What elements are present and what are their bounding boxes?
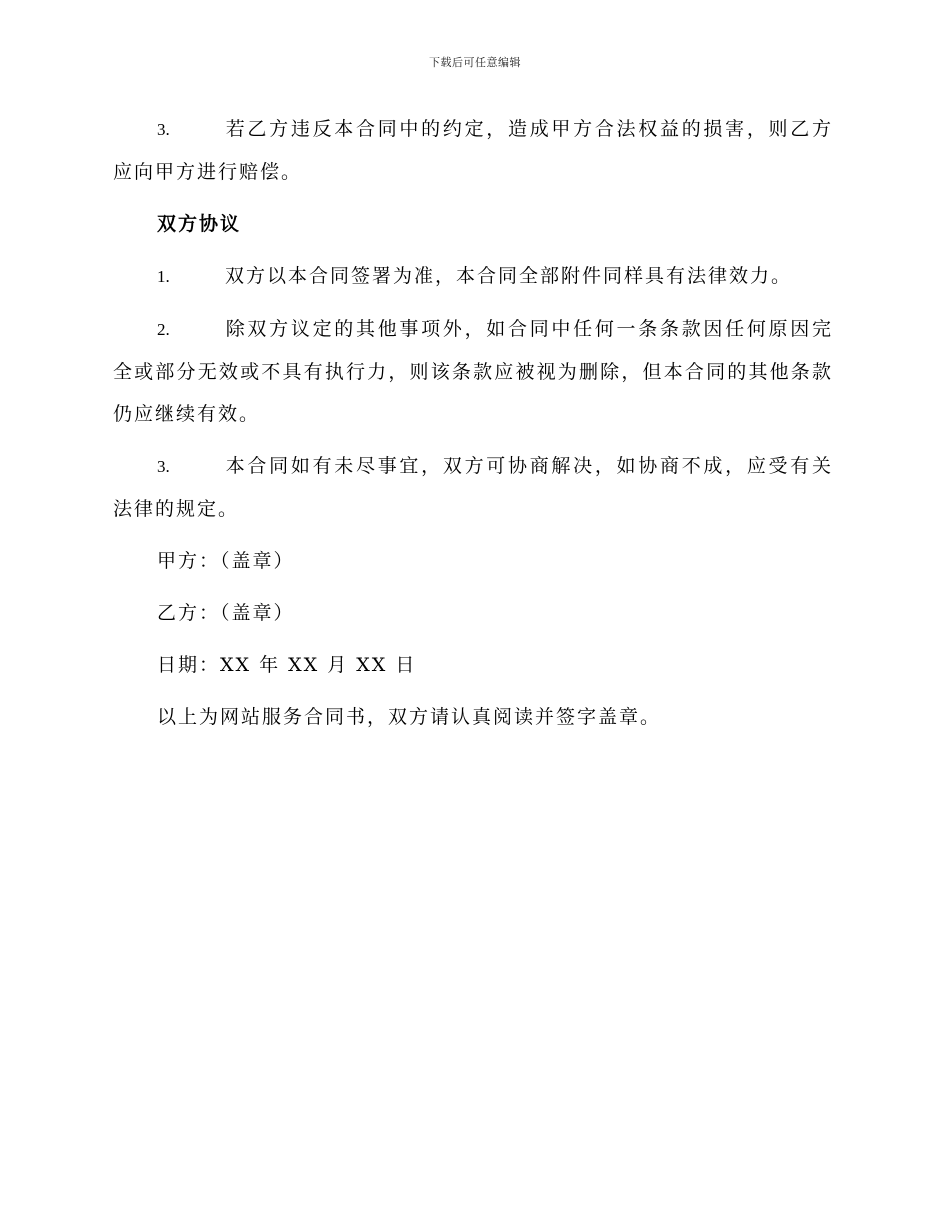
signing-date: 日期：XX 年 XX 月 XX 日 bbox=[157, 654, 417, 676]
agreement-clause-1 bbox=[113, 255, 833, 298]
clause-number: 3. bbox=[157, 120, 170, 139]
clause-text: 除双方议定的其他事项外，如合同中任何一条条款因任何原因完全或部分无效或不具有执行力，则该条款应被视为删除，但本合同的其他条款仍应继续有效。 bbox=[113, 318, 833, 425]
clause-number: 3. bbox=[157, 457, 170, 476]
clause-text: 双方以本合同签署为准，本合同全部附件同样具有法律效力。 bbox=[225, 265, 793, 287]
agreement-clause-3 bbox=[113, 445, 833, 530]
agreement-clause-2 bbox=[113, 308, 833, 435]
document-body bbox=[113, 108, 833, 748]
header-note: 下载后可任意编辑 bbox=[429, 56, 521, 69]
closing-statement: 以上为网站服务合同书，双方请认真阅读并签字盖章。 bbox=[157, 706, 662, 728]
clause-number: 2. bbox=[157, 320, 170, 339]
party-b-signature: 乙方：（盖章） bbox=[157, 602, 295, 624]
section-heading: 双方协议 bbox=[157, 213, 242, 235]
clause-number: 1. bbox=[157, 267, 170, 286]
clause-3-party-b-compensation bbox=[113, 108, 833, 193]
clause-text: 本合同如有未尽事宜，双方可协商解决，如协商不成，应受有关法律的规定。 bbox=[113, 455, 833, 520]
clause-text: 若乙方违反本合同中的约定，造成甲方合法权益的损害，则乙方应向甲方进行赔偿。 bbox=[113, 118, 833, 183]
party-a-signature: 甲方：（盖章） bbox=[157, 550, 295, 572]
